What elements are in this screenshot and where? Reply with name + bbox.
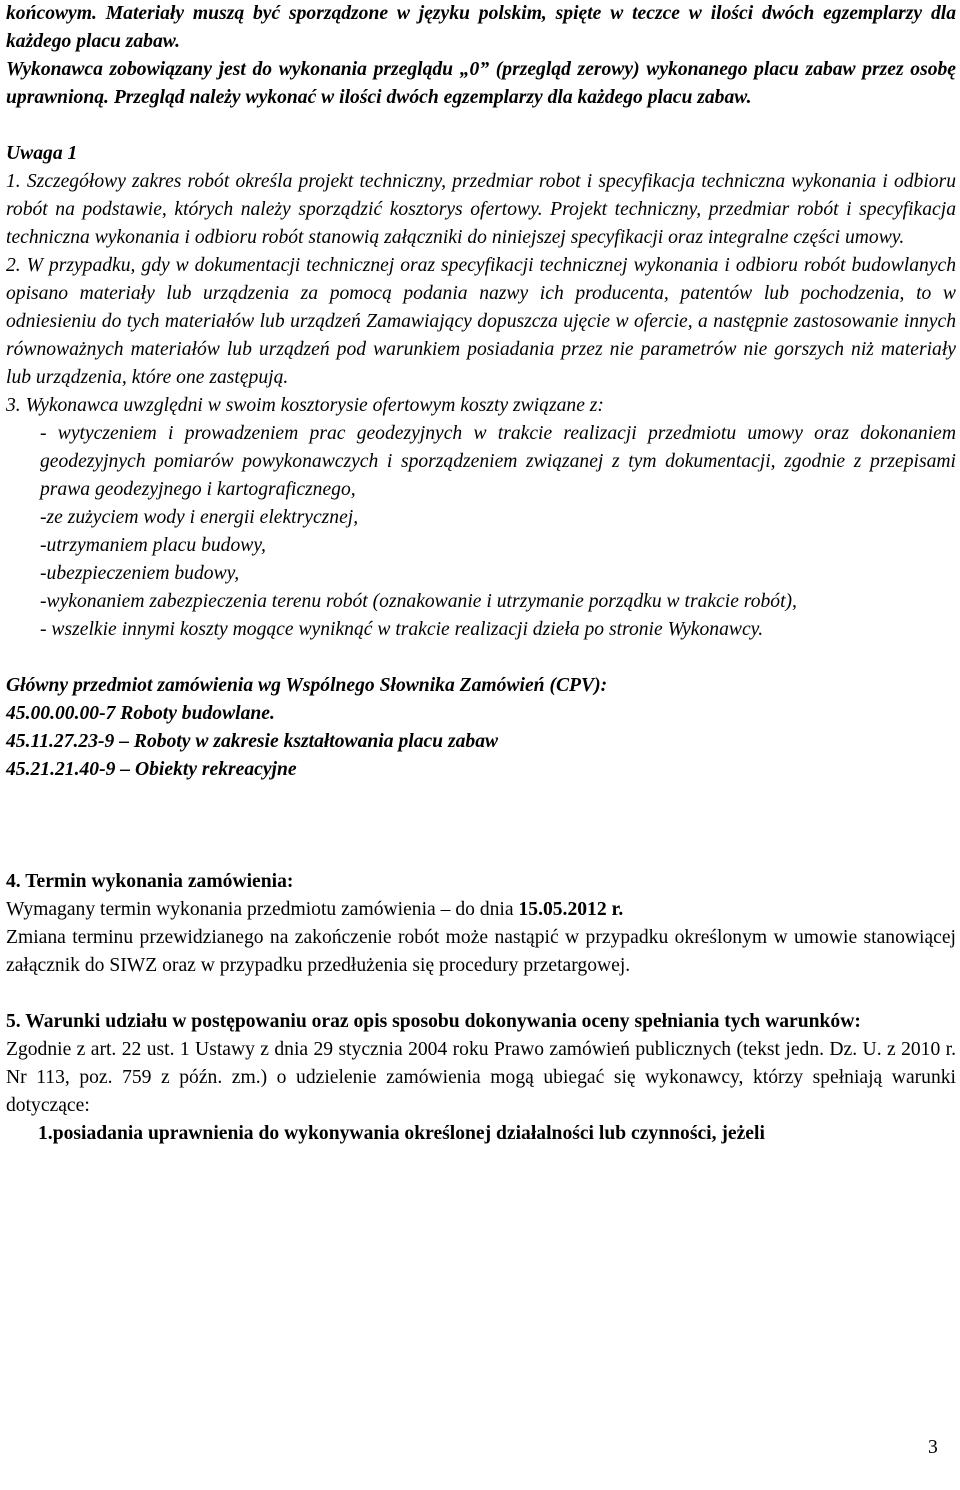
uwaga-paragraph-1-italic: 1. Szczegółowy zakres robót określa projekt techniczny, przedmiar robot i specyfikacja techniczna wykonania i odbioru robót na podstawie, których należy sporządzić kosztorys ofertowy. — [6, 171, 956, 220]
cost-list-item: -ze zużyciem wody i energii elektrycznej, — [40, 507, 359, 528]
spacer — [6, 980, 956, 1008]
uwaga-title: Uwaga 1 — [6, 143, 78, 164]
spacer — [6, 784, 956, 812]
cost-list-item: -wykonaniem zabezpieczenia terenu robót (oznakowanie i utrzymanie porządku w trakcie robót), — [40, 591, 797, 612]
uwaga-paragraph-1 — [6, 168, 956, 252]
section-4-paragraph: Zmiana terminu przewidzianego na zakończenie robót może nastąpić w przypadku określonym w umowie stanowiącej załącznik do SIWZ oraz w przypadku przedłużenia się procedury przetargowej. — [6, 927, 956, 976]
cost-list-item: -utrzymaniem placu budowy, — [40, 535, 266, 556]
cpv-title: Główny przedmiot zamówienia wg Wspólnego Słownika Zamówień (CPV): — [6, 675, 608, 696]
section-4-deadline-text: Wymagany termin wykonania przedmiotu zamówienia – do dnia — [6, 899, 519, 920]
intro-paragraph-1: końcowym. Materiały muszą być sporządzone w języku polskim, spięte w teczce w ilości dwóch egzemplarzy dla każdego placu zabaw. — [6, 3, 956, 52]
section-5-heading: 5. Warunki udziału w postępowaniu oraz opis sposobu dokonywania oceny spełniania tych warunków: — [6, 1011, 861, 1032]
uwaga-paragraph-3: 3. Wykonawca uwzględni w swoim kosztorysie ofertowym koszty związane z: — [6, 395, 604, 416]
cost-list — [6, 420, 956, 644]
intro-paragraph-2-text: Wykonawca zobowiązany jest do wykonania przeglądu „0” (przegląd zerowy) wykonanego placu zabaw przez osobę uprawnioną. Przegląd należy wykonać w ilości dwóch egzemplarzy dla każdego placu zabaw. — [6, 59, 956, 108]
spacer — [6, 112, 956, 140]
intro-paragraph-2 — [6, 56, 956, 112]
spacer — [6, 840, 956, 868]
cpv-code: 45.21.21.40-9 – Obiekty rekreacyjne — [6, 759, 297, 780]
section-4-deadline-date: 15.05.2012 r. — [518, 899, 624, 920]
cost-list-item: - wszelkie innymi koszty mogące wyniknąć w trakcie realizacji dzieła po stronie Wykonawcy. — [40, 619, 764, 640]
cost-list-item: -ubezpieczeniem budowy, — [40, 563, 240, 584]
section-4-heading: 4. Termin wykonania zamówienia: — [6, 871, 294, 892]
spacer — [6, 812, 956, 840]
document-page — [6, 0, 956, 1148]
uwaga-paragraph-1-rest: Projekt techniczny, przedmiar robót i specyfikacja techniczna wykonania i odbioru robót stanowią załączniki do niniejszej specyfikacji oraz integralne części umowy. — [6, 199, 956, 248]
cpv-code: 45.00.00.00-7 Roboty budowlane. — [6, 703, 275, 724]
section-5-paragraph: Zgodnie z art. 22 ust. 1 Ustawy z dnia 29 stycznia 2004 roku Prawo zamówień publicznych (tekst jedn. Dz. U. z 2010 r. Nr 113, poz. 759 z późn. zm.) o udzielenie zamówienia mogą ubiegać się wykonawcy, którzy spełniają warunki dotyczące: — [6, 1039, 956, 1116]
section-5-item-1: 1.posiadania uprawnienia do wykonywania określonej działalności lub czynności, jeżeli — [38, 1123, 765, 1144]
uwaga-paragraph-2: 2. W przypadku, gdy w dokumentacji technicznej oraz specyfikacji technicznej wykonania i odbioru robót budowlanych opisano materiały lub urządzenia za pomocą podania nazwy ich producenta, patentów lub pochodzenia, to w odniesieniu do tych materiałów lub urządzeń Zamawiający dopuszcza ujęcie w ofercie, a następnie zastosowanie innych równoważnych materiałów lub urządzeń pod warunkiem posiadania przez nie parametrów nie gorszych niż materiały lub urządzenia, które one zastępują. — [6, 255, 956, 388]
cpv-code: 45.11.27.23-9 – Roboty w zakresie kształtowania placu zabaw — [6, 731, 499, 752]
spacer — [6, 644, 956, 672]
section-4-deadline — [6, 896, 956, 924]
page-number: 3 — [928, 1437, 938, 1458]
cost-list-item: - wytyczeniem i prowadzeniem prac geodezyjnych w trakcie realizacji przedmiotu umowy oraz dokonaniem geodezyjnych pomiarów powykonawczych i sporządzeniem związanej z tym dokumentacji, zgodnie z przepisami prawa geodezyjnego i kartograficznego, — [40, 423, 956, 500]
